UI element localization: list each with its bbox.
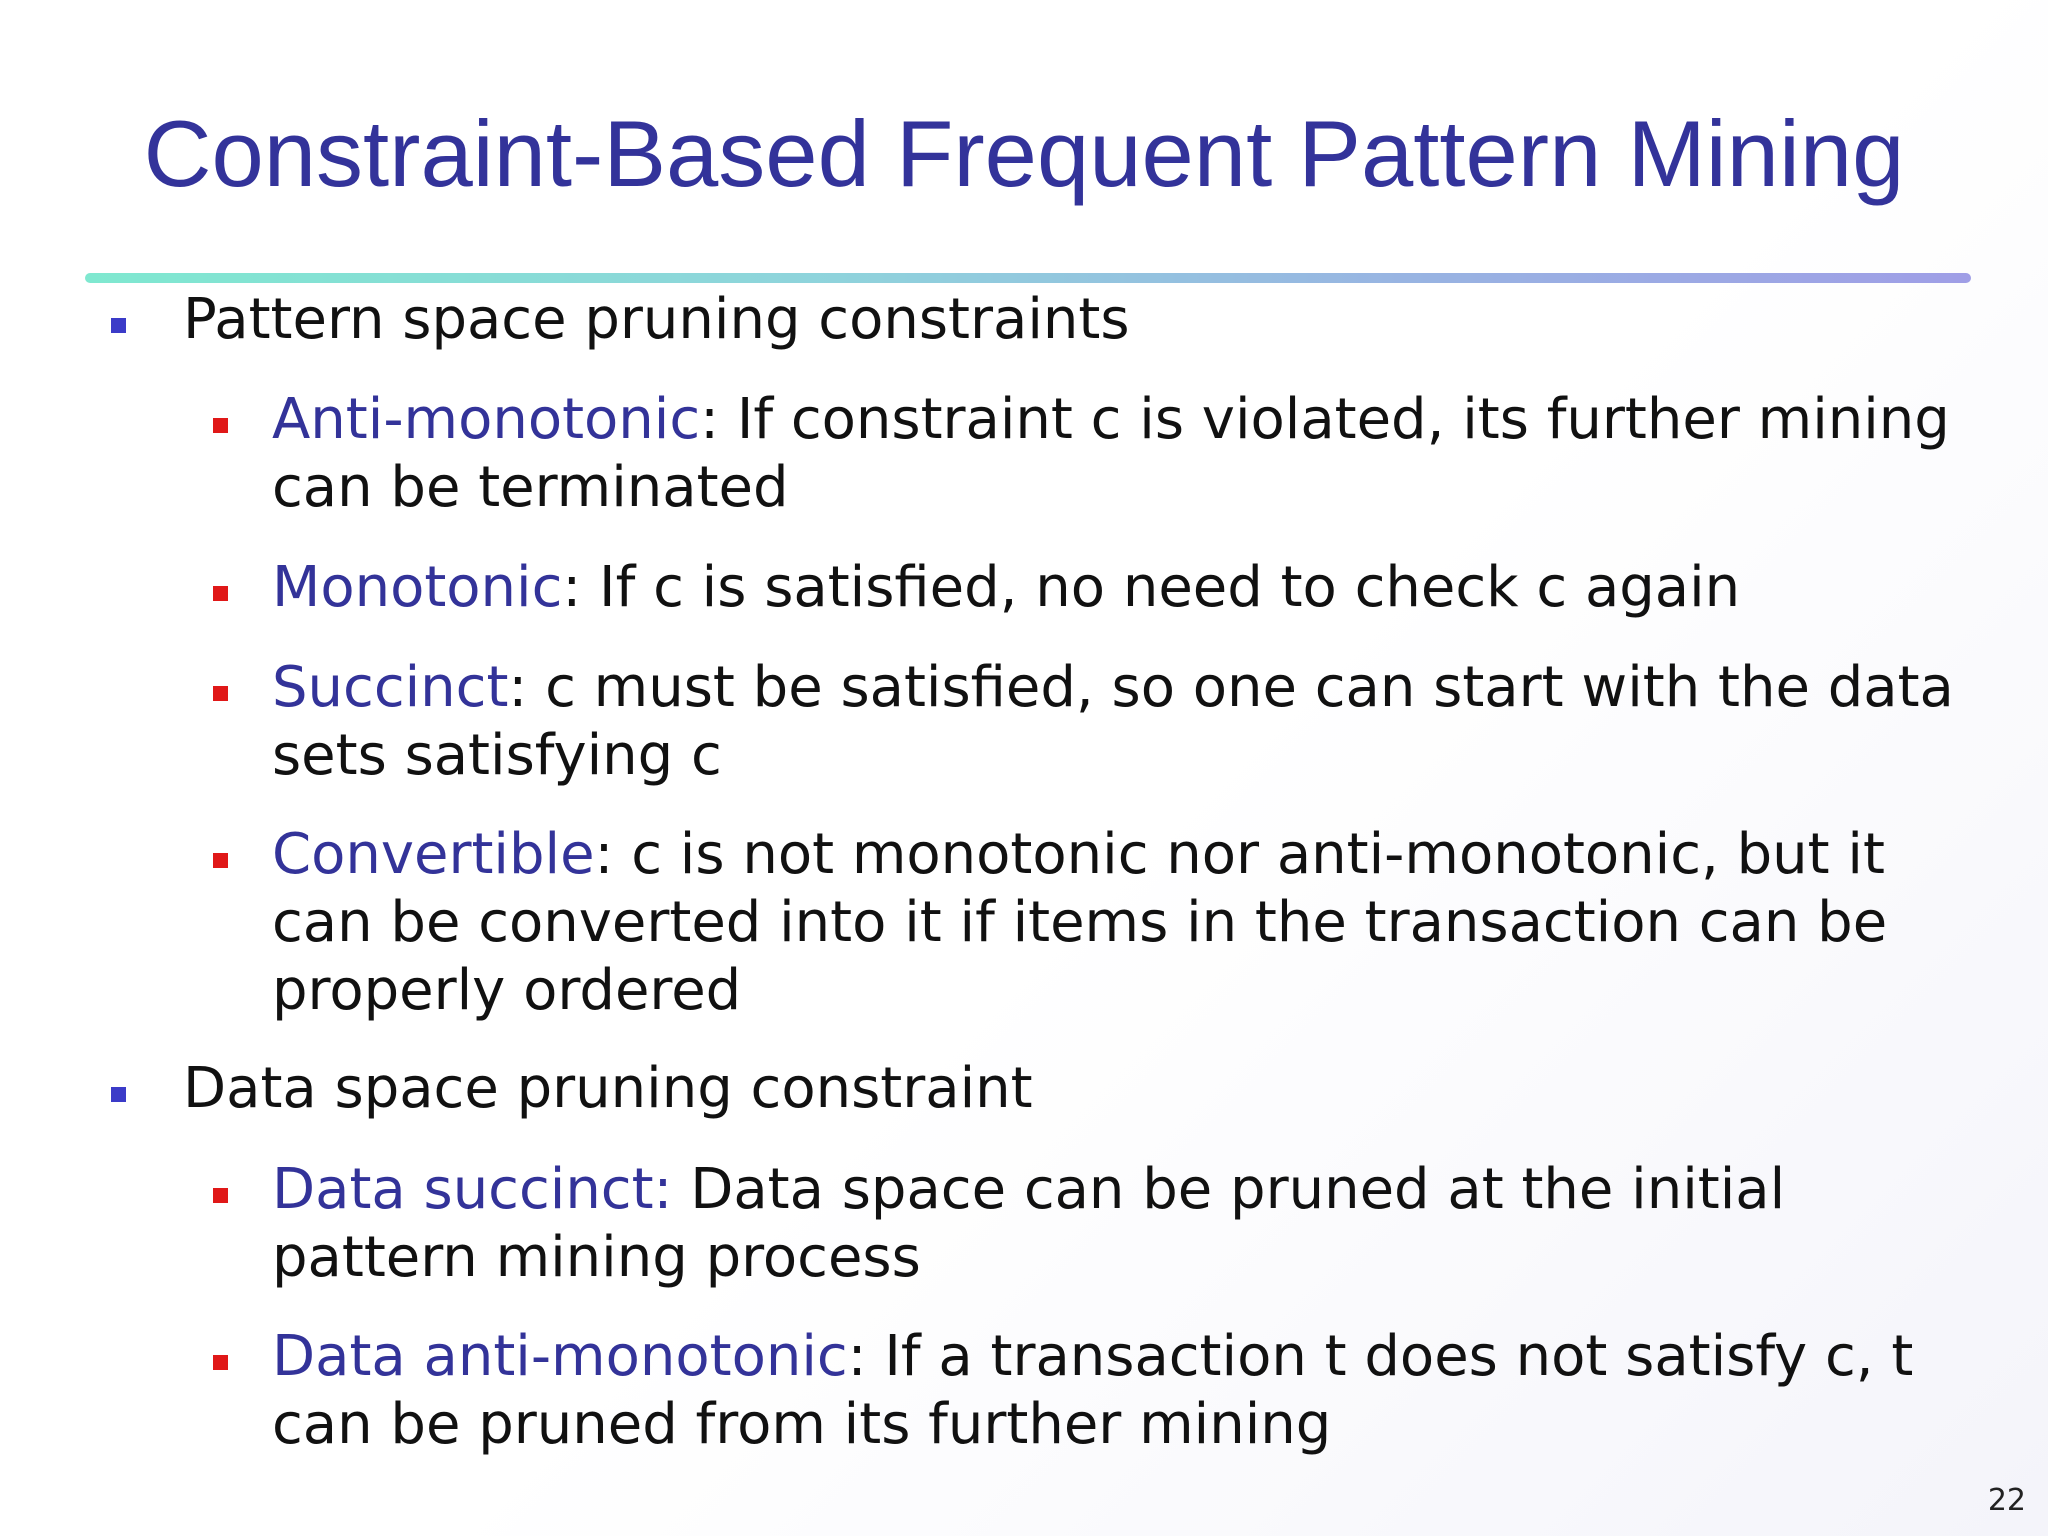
term-anti-monotonic: Anti-monotonic xyxy=(272,387,701,452)
level2-bullet-icon xyxy=(213,586,228,601)
item-description: Data space can be pruned at the initial pattern mining process xyxy=(272,1157,1786,1290)
list-item-convertible xyxy=(272,821,1972,1025)
item-description: : If constraint c is violated, its further mining can be terminated xyxy=(272,387,1950,520)
section-heading-data-space: Data space pruning constraint xyxy=(183,1056,1033,1121)
term-convertible: Convertible xyxy=(272,822,595,887)
list-item-data-succinct xyxy=(272,1156,1972,1292)
level2-bullet-icon xyxy=(213,686,228,701)
slide-title: Constraint-Based Frequent Pattern Mining xyxy=(143,101,1905,206)
level1-bullet-icon xyxy=(111,318,126,333)
list-item-succinct xyxy=(272,654,1972,790)
level2-bullet-icon xyxy=(213,418,228,433)
level2-bullet-icon xyxy=(213,1188,228,1203)
term-monotonic: Monotonic xyxy=(272,555,563,620)
item-description: : If a transaction t does not satisfy c, t can be pruned from its further mining xyxy=(272,1324,1914,1457)
term-succinct: Succinct xyxy=(272,655,509,720)
title-divider xyxy=(85,273,1971,283)
term-data-anti-monotonic: Data anti-monotonic xyxy=(272,1324,848,1389)
item-description: : c must be satisfied, so one can start with the data sets satisfying c xyxy=(272,655,1954,788)
page-number: 22 xyxy=(1987,1483,2026,1518)
list-item-data-anti-monotonic xyxy=(272,1323,1972,1459)
level2-bullet-icon xyxy=(213,1355,228,1370)
list-item-monotonic xyxy=(272,554,1972,622)
item-description: : c is not monotonic nor anti-monotonic, but it can be converted into it if items in the transaction can be properly ordered xyxy=(272,822,1888,1023)
section-heading-pattern-space: Pattern space pruning constraints xyxy=(183,287,1130,352)
level2-bullet-icon xyxy=(213,853,228,868)
list-item-anti-monotonic xyxy=(272,386,1972,522)
level1-bullet-icon xyxy=(111,1087,126,1102)
term-data-succinct: Data succinct: xyxy=(272,1157,673,1222)
item-description: : If c is satisfied, no need to check c again xyxy=(562,555,1741,620)
